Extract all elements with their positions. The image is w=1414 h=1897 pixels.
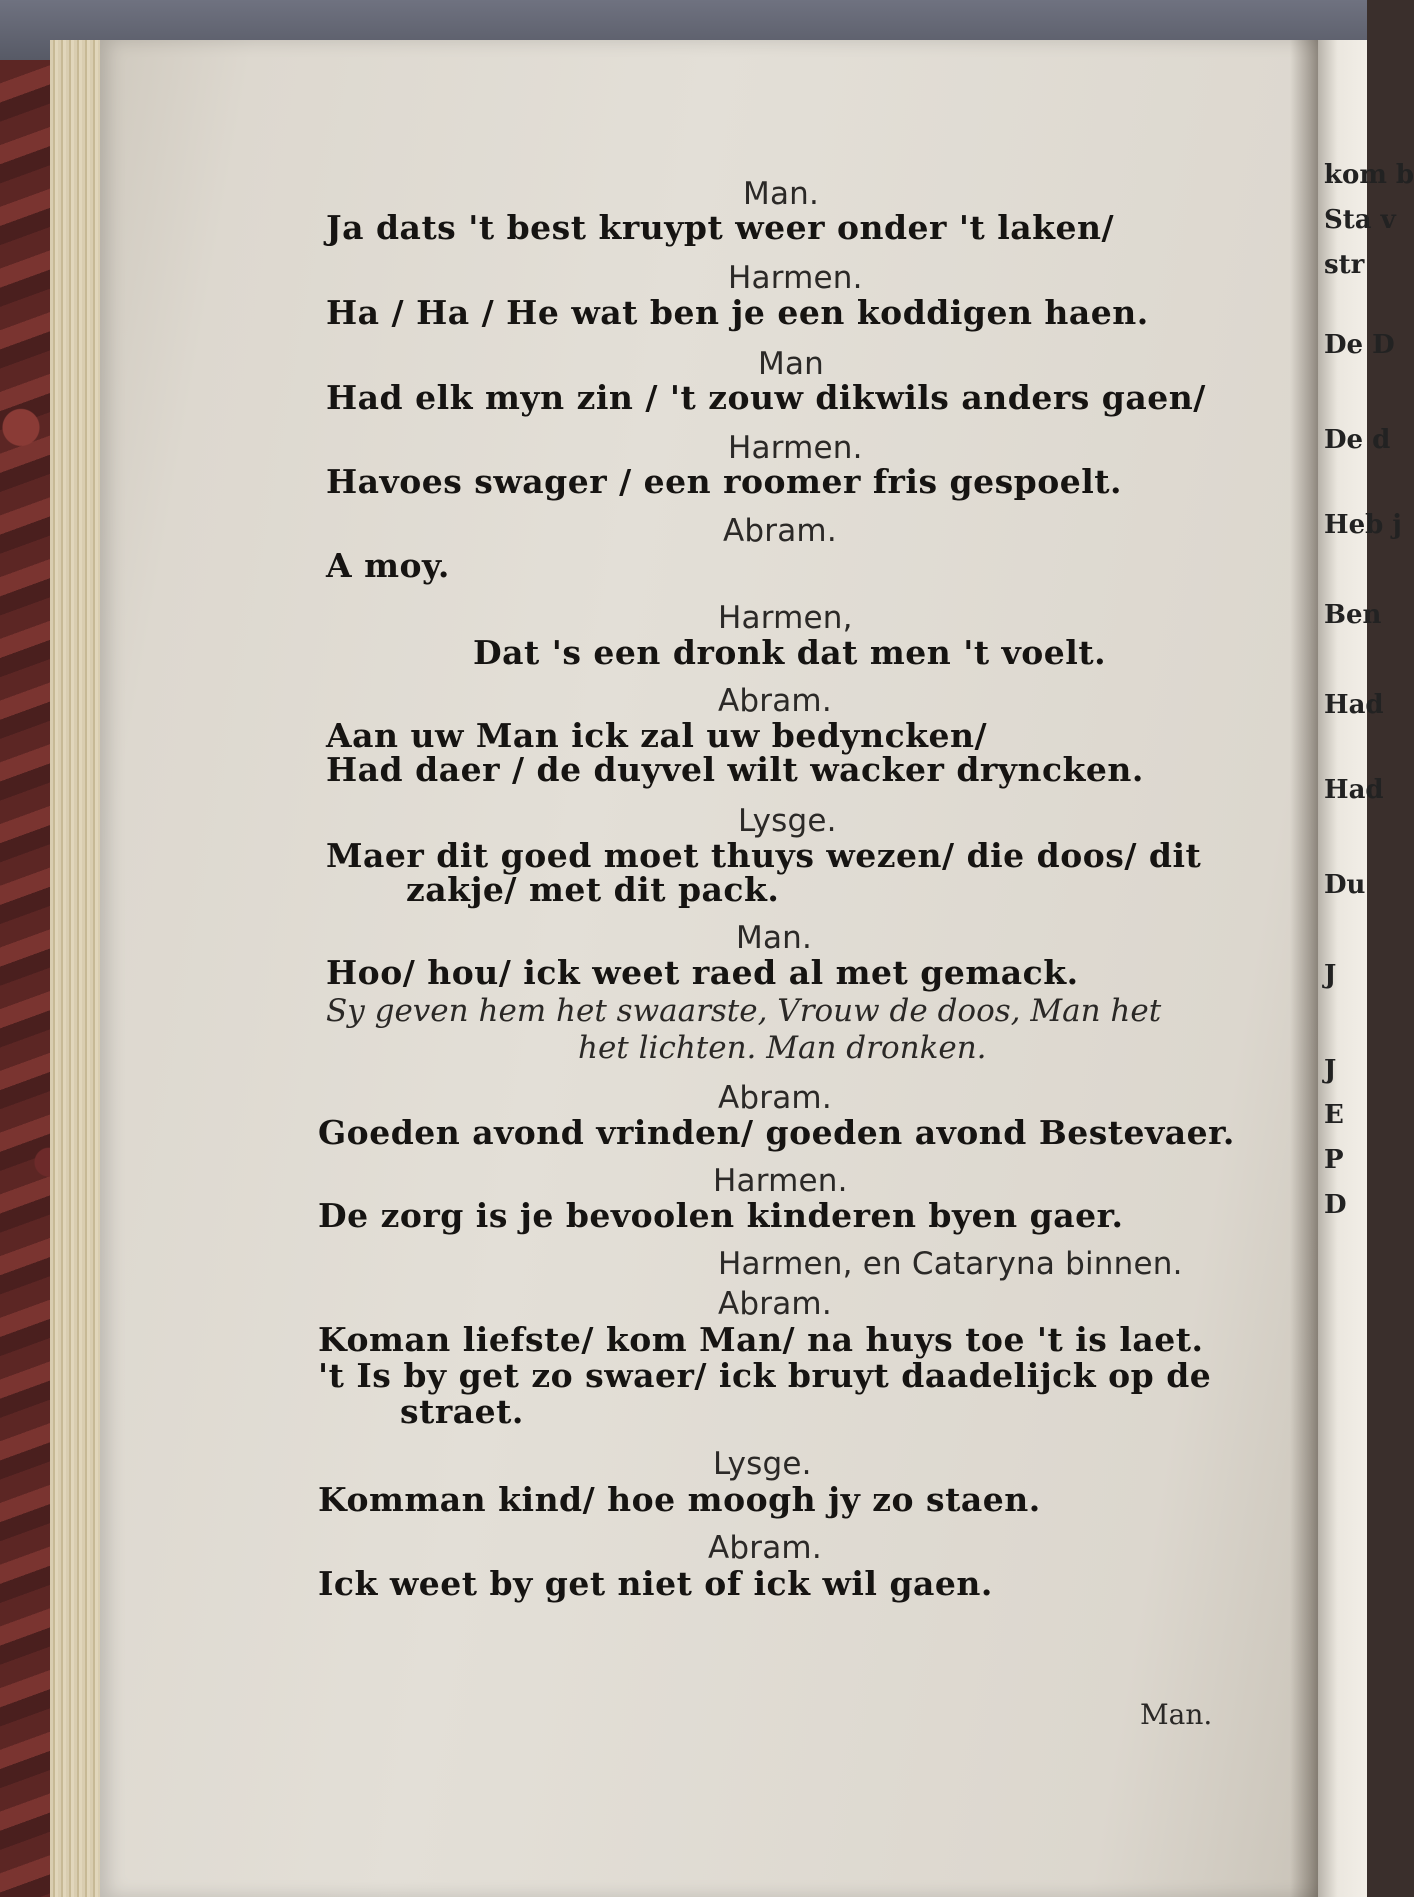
verse-line: Goeden avond vrinden/ goeden avond Bestevaer. [318,1113,1235,1152]
verse-line: straet. [400,1392,524,1431]
speaker-name: Harmen, [718,600,853,636]
speaker-name: Lysge. [738,803,837,839]
speaker-name: Man [758,346,824,382]
speaker-name: Man. [736,920,813,956]
right-page-fragment: kom b [1324,160,1414,190]
right-page-fragment: Du [1324,870,1366,900]
right-page-fragment: P [1324,1145,1344,1175]
book-gutter [1290,40,1320,1897]
speaker-name: Harmen. [713,1163,848,1199]
right-page-fragment: str [1324,250,1365,280]
verse-line: A moy. [326,546,450,585]
verse-line: Hoo/ hou/ ick weet raed al met gemack. [326,953,1079,992]
verse-line: De zorg is je bevoolen kinderen byen gaer. [318,1196,1124,1235]
speaker-name: Abram. [718,1286,832,1322]
verse-line: zakje/ met dit pack. [406,870,780,909]
verse-line: Havoes swager / een roomer fris gespoelt. [326,462,1123,501]
verse-line: Koman liefste/ kom Man/ na huys toe 't is laet. [318,1320,1204,1359]
speaker-name: Harmen. [728,430,863,466]
verse-line: Ick weet by get niet of ick wil gaen. [318,1564,993,1603]
right-page-fragment: Ben [1324,600,1382,630]
verse-line: Maer dit goed moet thuys wezen/ die doos/ dit [326,836,1202,875]
verse-line: Ha / Ha / He wat ben je een koddigen haen. [326,293,1149,332]
stage-direction: Sy geven hem het swaarste, Vrouw de doos, Man het [326,993,1162,1029]
right-page-fragment: Had [1324,775,1384,805]
book-page-right [1318,40,1414,1897]
right-page-fragment: De D [1324,330,1395,360]
verse-line: Had elk myn zin / 't zouw dikwils anders gaen/ [326,378,1206,417]
catchword: Man. [1140,1698,1213,1731]
right-page-fragment: De d [1324,425,1391,455]
right-page-fragment: J [1324,1055,1337,1085]
verse-line: Had daer / de duyvel wilt wacker dryncken. [326,750,1144,789]
speaker-name: Harmen. [728,260,863,296]
right-page-fragment: Sta v [1324,205,1396,235]
right-page-fragment: E [1324,1100,1344,1130]
right-page-fragment: Heb j [1324,510,1402,540]
right-page-fragment: D [1324,1190,1347,1220]
speaker-name: Harmen, en Cataryna binnen. [718,1246,1183,1282]
verse-line: Komman kind/ hoe moogh jy zo staen. [318,1480,1041,1519]
verse-line: 't Is by get zo swaer/ ick bruyt daadelijck op de [318,1356,1212,1395]
speaker-name: Abram. [718,683,832,719]
speaker-name: Man. [743,176,820,212]
verse-line: Dat 's een dronk dat men 't voelt. [473,633,1107,672]
stage-direction: het lichten. Man dronken. [578,1030,987,1066]
speaker-name: Lysge. [713,1446,812,1482]
speaker-name: Abram. [723,513,837,549]
right-page-fragment: Had [1324,690,1384,720]
right-page-fragment: J [1324,960,1337,990]
speaker-name: Abram. [708,1530,822,1566]
verse-line: Aan uw Man ick zal uw bedyncken/ [326,716,988,755]
verse-line: Ja dats 't best kruypt weer onder 't laken/ [326,208,1115,247]
speaker-name: Abram. [718,1080,832,1116]
